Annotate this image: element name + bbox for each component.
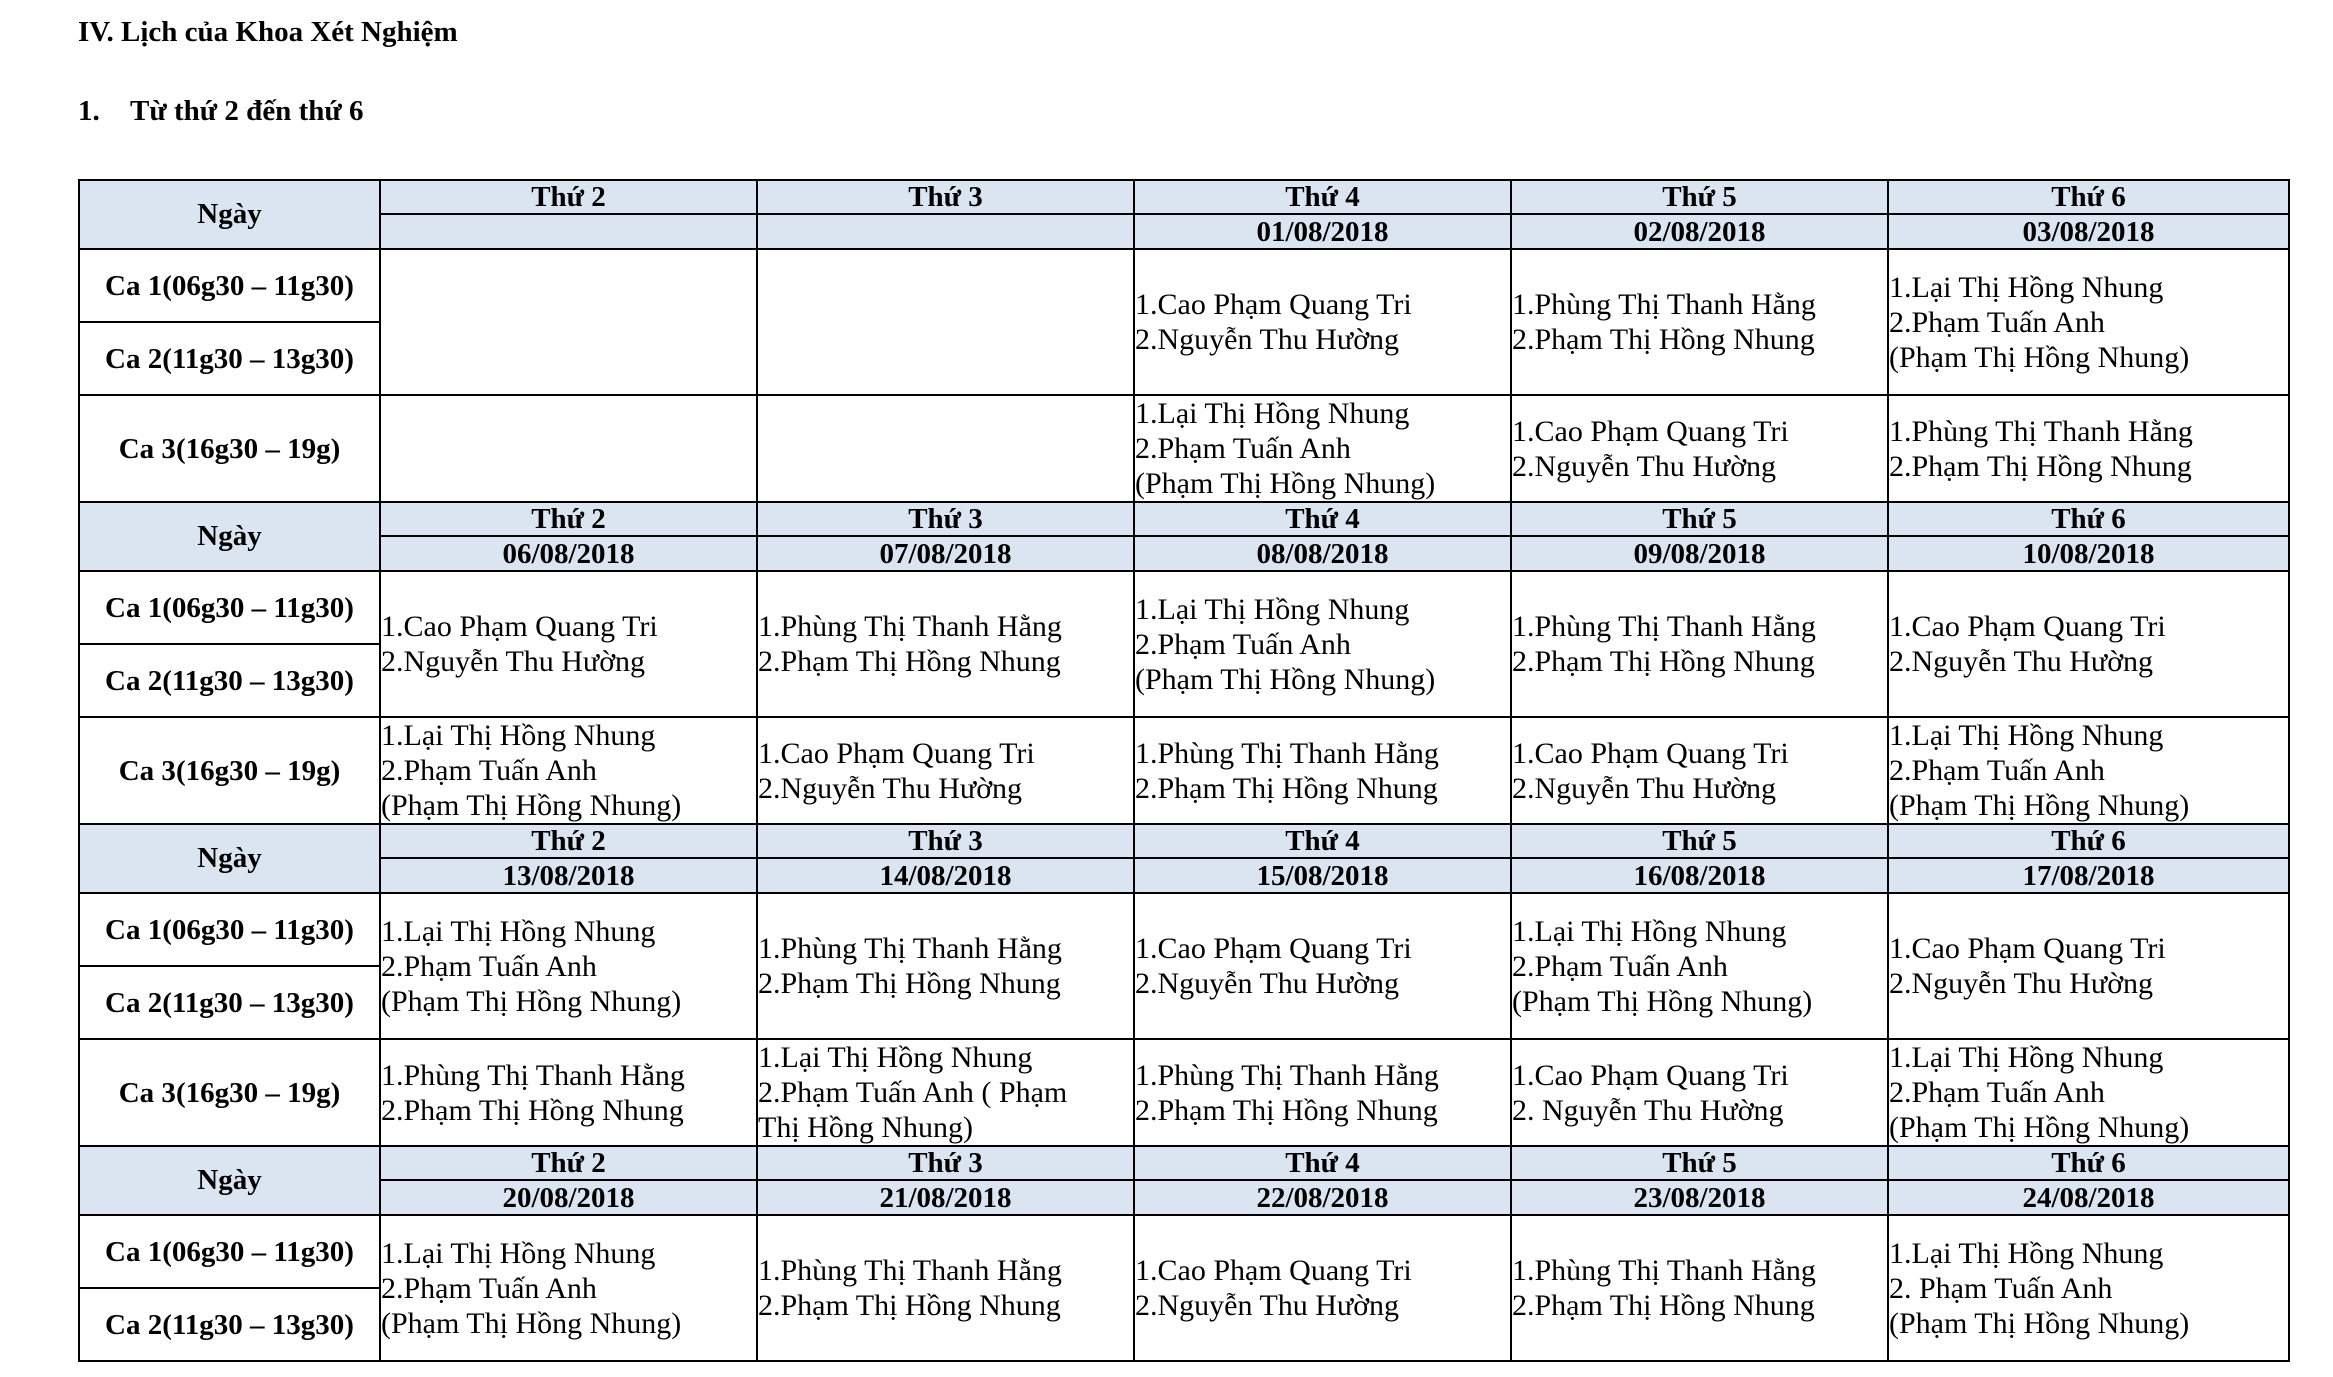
day-name: Thứ 4 (1134, 180, 1511, 214)
day-date: 08/08/2018 (1134, 536, 1511, 571)
staff-cell (1134, 717, 1511, 824)
staff-cell (1134, 1215, 1511, 1361)
shift-label-ca1 (79, 1215, 380, 1288)
staff-name: 2.Nguyễn Thu Hường (758, 771, 1023, 805)
week-date-row (79, 858, 2289, 893)
day-date: 09/08/2018 (1511, 536, 1888, 571)
staff-name: 1.Cao Phạm Quang Tri (1889, 932, 2166, 965)
schedule-table (78, 179, 2290, 1362)
shift-name: Ca 2 (105, 342, 163, 375)
shift-name: Ca 2 (105, 986, 163, 1019)
schedule-body (79, 180, 2289, 1361)
day-name: Thứ 3 (757, 180, 1134, 214)
shift-hours: (06g30 – 11g30) (162, 591, 354, 624)
staff-cell (1888, 571, 2289, 717)
staff-cell (1134, 1039, 1511, 1146)
shift-label-ca3 (79, 1039, 380, 1146)
day-date (380, 214, 757, 249)
staff-name: 1.Phùng Thị Thanh Hằng (758, 610, 1062, 643)
staff-cell (1134, 395, 1511, 502)
day-date: 15/08/2018 (1134, 858, 1511, 893)
shift-label-ca1 (79, 571, 380, 644)
day-date: 10/08/2018 (1888, 536, 2289, 571)
staff-name: (Phạm Thị Hồng Nhung) (1135, 662, 1436, 696)
staff-name: 2.Phạm Thị Hồng Nhung (758, 645, 1061, 678)
staff-name: Thị Hồng Nhung) (758, 1111, 973, 1144)
day-date: 16/08/2018 (1511, 858, 1888, 893)
shift-name: Ca 3 (118, 432, 176, 465)
day-name: Thứ 2 (380, 1146, 757, 1180)
staff-name: (Phạm Thị Hồng Nhung) (381, 1306, 682, 1340)
shift-hours: (16g30 – 19g) (175, 754, 341, 787)
staff-name: 1.Phùng Thị Thanh Hằng (1512, 1254, 1816, 1287)
shift-hours: (11g30 – 13g30) (162, 342, 354, 375)
day-date: 17/08/2018 (1888, 858, 2289, 893)
staff-name: 2. Nguyễn Thu Hường (1512, 1093, 1784, 1127)
shift-hours: (11g30 – 13g30) (162, 664, 354, 697)
shift-name: Ca 2 (105, 1308, 163, 1341)
staff-name: 1.Cao Phạm Quang Tri (758, 736, 1035, 770)
shift-hours: (06g30 – 11g30) (162, 269, 354, 302)
staff-cell (380, 571, 757, 717)
staff-name: 2.Phạm Thị Hồng Nhung (758, 967, 1061, 1000)
staff-name: 2.Nguyễn Thu Hường (1512, 449, 1777, 483)
shift-name: Ca 1 (105, 1235, 163, 1268)
staff-name: 2.Phạm Thị Hồng Nhung (1135, 771, 1438, 805)
staff-name: 1.Phùng Thị Thanh Hằng (758, 1254, 1062, 1287)
subsection-number: 1. (78, 95, 100, 127)
staff-name: 1.Lại Thị Hồng Nhung (1889, 1041, 2164, 1074)
staff-name: (Phạm Thị Hồng Nhung) (1889, 789, 2190, 822)
day-name: Thứ 6 (1888, 824, 2289, 858)
shift-label-ca2 (79, 644, 380, 717)
day-name: Thứ 5 (1511, 1146, 1888, 1180)
week-header-row (79, 180, 2289, 214)
staff-name: 1.Phùng Thị Thanh Hằng (1135, 1058, 1439, 1092)
staff-name: 1.Cao Phạm Quang Tri (1512, 414, 1789, 448)
staff-cell (1888, 717, 2289, 824)
staff-cell (380, 249, 757, 395)
staff-name: 2.Phạm Tuấn Anh (381, 1271, 597, 1305)
staff-name: 2.Phạm Thị Hồng Nhung (1512, 645, 1815, 678)
ngay-label: Ngày (79, 502, 380, 571)
staff-name: 2.Phạm Tuấn Anh (1135, 432, 1351, 465)
staff-cell (1511, 717, 1888, 824)
staff-cell (757, 893, 1134, 1039)
day-date: 07/08/2018 (757, 536, 1134, 571)
staff-name: 1.Lại Thị Hồng Nhung (1135, 397, 1410, 430)
staff-cell (380, 717, 757, 824)
day-date: 22/08/2018 (1134, 1180, 1511, 1215)
shift-row (79, 893, 2289, 966)
day-date: 13/08/2018 (380, 858, 757, 893)
ngay-label: Ngày (79, 824, 380, 893)
day-name: Thứ 3 (757, 824, 1134, 858)
shift-label-ca1 (79, 249, 380, 322)
day-date: 02/08/2018 (1511, 214, 1888, 249)
section-title: IV. Lịch của Khoa Xét Nghiệm (78, 16, 458, 48)
staff-name: 2.Nguyễn Thu Hường (1135, 967, 1400, 1000)
staff-name: 1.Lại Thị Hồng Nhung (1135, 592, 1410, 626)
staff-name: 1.Lại Thị Hồng Nhung (1889, 270, 2164, 304)
shift-row (79, 395, 2289, 502)
day-name: Thứ 4 (1134, 824, 1511, 858)
staff-name: 2.Phạm Tuấn Anh (1889, 1076, 2105, 1109)
day-date: 23/08/2018 (1511, 1180, 1888, 1215)
day-name: Thứ 3 (757, 502, 1134, 536)
staff-name: 1.Phùng Thị Thanh Hằng (1512, 288, 1816, 321)
subsection-text: Từ thứ 2 đến thứ 6 (130, 95, 364, 127)
shift-name: Ca 3 (118, 754, 176, 787)
staff-cell (757, 249, 1134, 395)
day-name: Thứ 6 (1888, 180, 2289, 214)
staff-name: 2.Phạm Thị Hồng Nhung (1512, 323, 1815, 356)
staff-cell (380, 1039, 757, 1146)
staff-cell (757, 571, 1134, 717)
shift-row (79, 249, 2289, 322)
day-date: 06/08/2018 (380, 536, 757, 571)
staff-cell (1134, 249, 1511, 395)
shift-hours: (16g30 – 19g) (175, 1076, 341, 1109)
staff-name: 2.Phạm Tuấn Anh ( Phạm (758, 1076, 1068, 1109)
shift-name: Ca 3 (118, 1076, 176, 1109)
staff-name: 1.Phùng Thị Thanh Hằng (381, 1058, 685, 1092)
shift-name: Ca 1 (105, 591, 163, 624)
week-header-row (79, 824, 2289, 858)
day-date: 03/08/2018 (1888, 214, 2289, 249)
shift-name: Ca 1 (105, 269, 163, 302)
staff-name: 1.Lại Thị Hồng Nhung (381, 914, 656, 948)
staff-name: 1.Cao Phạm Quang Tri (1512, 736, 1789, 770)
staff-name: 1.Lại Thị Hồng Nhung (758, 1041, 1033, 1074)
shift-name: Ca 1 (105, 913, 163, 946)
staff-cell (380, 395, 757, 502)
staff-name: 1.Cao Phạm Quang Tri (381, 610, 658, 643)
day-name: Thứ 4 (1134, 502, 1511, 536)
staff-name: 1.Cao Phạm Quang Tri (1135, 1254, 1412, 1287)
staff-name: 1.Lại Thị Hồng Nhung (1512, 914, 1787, 948)
ngay-label: Ngày (79, 1146, 380, 1215)
shift-label-ca3 (79, 717, 380, 824)
staff-name: (Phạm Thị Hồng Nhung) (1512, 984, 1813, 1018)
staff-cell (757, 1215, 1134, 1361)
day-name: Thứ 2 (380, 502, 757, 536)
staff-name: 2.Nguyễn Thu Hường (1889, 645, 2154, 678)
staff-name: 1.Phùng Thị Thanh Hằng (758, 932, 1062, 965)
staff-name: 2.Phạm Thị Hồng Nhung (381, 1093, 684, 1127)
staff-name: 2.Nguyễn Thu Hường (1512, 771, 1777, 805)
shift-row (79, 1215, 2289, 1288)
staff-name: 1.Lại Thị Hồng Nhung (1889, 1236, 2164, 1270)
staff-name: 2.Nguyễn Thu Hường (381, 645, 646, 678)
day-date: 20/08/2018 (380, 1180, 757, 1215)
staff-name: 1.Lại Thị Hồng Nhung (381, 1236, 656, 1270)
shift-label-ca3 (79, 395, 380, 502)
staff-cell (1888, 1039, 2289, 1146)
day-name: Thứ 6 (1888, 502, 2289, 536)
day-date (757, 214, 1134, 249)
staff-name: 1.Cao Phạm Quang Tri (1889, 610, 2166, 643)
staff-name: 2. Phạm Tuấn Anh (1889, 1271, 2113, 1305)
staff-name: 1.Cao Phạm Quang Tri (1135, 288, 1412, 321)
shift-row (79, 717, 2289, 824)
shift-label-ca1 (79, 893, 380, 966)
shift-row (79, 571, 2289, 644)
staff-cell (1511, 571, 1888, 717)
week-date-row (79, 536, 2289, 571)
staff-name: 2.Phạm Tuấn Anh (381, 754, 597, 787)
staff-name: 1.Cao Phạm Quang Tri (1135, 932, 1412, 965)
staff-name: 1.Phùng Thị Thanh Hằng (1889, 414, 2193, 448)
staff-cell (1511, 395, 1888, 502)
staff-cell (1134, 893, 1511, 1039)
staff-cell (380, 893, 757, 1039)
staff-name: (Phạm Thị Hồng Nhung) (381, 789, 682, 822)
week-header-row (79, 1146, 2289, 1180)
day-date: 21/08/2018 (757, 1180, 1134, 1215)
shift-hours: (11g30 – 13g30) (162, 986, 354, 1019)
day-date: 24/08/2018 (1888, 1180, 2289, 1215)
staff-name: 2.Phạm Tuấn Anh (1135, 627, 1351, 661)
staff-cell (1511, 1215, 1888, 1361)
shift-label-ca2 (79, 322, 380, 395)
staff-name: 2.Phạm Thị Hồng Nhung (758, 1289, 1061, 1322)
shift-hours: (11g30 – 13g30) (162, 1308, 354, 1341)
staff-name: 2.Nguyễn Thu Hường (1889, 967, 2154, 1000)
staff-name: 2.Phạm Thị Hồng Nhung (1889, 449, 2192, 483)
staff-cell (1888, 395, 2289, 502)
staff-name: 1.Lại Thị Hồng Nhung (381, 719, 656, 752)
day-name: Thứ 5 (1511, 180, 1888, 214)
day-name: Thứ 2 (380, 180, 757, 214)
staff-cell (1511, 249, 1888, 395)
day-name: Thứ 4 (1134, 1146, 1511, 1180)
staff-name: 2.Phạm Tuấn Anh (1889, 305, 2105, 339)
staff-name: 2.Nguyễn Thu Hường (1135, 1289, 1400, 1322)
day-name: Thứ 6 (1888, 1146, 2289, 1180)
day-name: Thứ 5 (1511, 502, 1888, 536)
staff-name: (Phạm Thị Hồng Nhung) (1889, 1111, 2190, 1144)
staff-cell (757, 1039, 1134, 1146)
shift-hours: (16g30 – 19g) (175, 432, 341, 465)
staff-cell (380, 1215, 757, 1361)
day-name: Thứ 3 (757, 1146, 1134, 1180)
staff-name: 2.Phạm Tuấn Anh (1889, 754, 2105, 787)
staff-name: 2.Phạm Thị Hồng Nhung (1512, 1289, 1815, 1322)
shift-label-ca2 (79, 1288, 380, 1361)
staff-name: 1.Cao Phạm Quang Tri (1512, 1058, 1789, 1092)
staff-cell (1888, 893, 2289, 1039)
staff-cell (1134, 571, 1511, 717)
day-date: 01/08/2018 (1134, 214, 1511, 249)
staff-name: 2.Phạm Thị Hồng Nhung (1135, 1093, 1438, 1127)
staff-cell (1511, 893, 1888, 1039)
week-header-row (79, 502, 2289, 536)
day-date: 14/08/2018 (757, 858, 1134, 893)
staff-name: (Phạm Thị Hồng Nhung) (381, 984, 682, 1018)
staff-name: (Phạm Thị Hồng Nhung) (1889, 1306, 2190, 1340)
shift-label-ca2 (79, 966, 380, 1039)
staff-name: 1.Phùng Thị Thanh Hằng (1135, 736, 1439, 770)
shift-hours: (06g30 – 11g30) (162, 913, 354, 946)
week-date-row (79, 214, 2289, 249)
staff-cell (1888, 249, 2289, 395)
subsection-title (78, 95, 364, 128)
week-date-row (79, 1180, 2289, 1215)
shift-row (79, 1039, 2289, 1146)
shift-name: Ca 2 (105, 664, 163, 697)
staff-cell (1888, 1215, 2289, 1361)
staff-cell (757, 717, 1134, 824)
staff-name: (Phạm Thị Hồng Nhung) (1889, 340, 2190, 374)
staff-name: 2.Phạm Tuấn Anh (381, 949, 597, 983)
staff-name: (Phạm Thị Hồng Nhung) (1135, 467, 1436, 500)
staff-name: 1.Lại Thị Hồng Nhung (1889, 719, 2164, 752)
shift-hours: (06g30 – 11g30) (162, 1235, 354, 1268)
staff-name: 2.Phạm Tuấn Anh (1512, 949, 1728, 983)
day-name: Thứ 2 (380, 824, 757, 858)
staff-name: 1.Phùng Thị Thanh Hằng (1512, 610, 1816, 643)
ngay-label: Ngày (79, 180, 380, 249)
staff-name: 2.Nguyễn Thu Hường (1135, 323, 1400, 356)
staff-cell (1511, 1039, 1888, 1146)
staff-cell (757, 395, 1134, 502)
day-name: Thứ 5 (1511, 824, 1888, 858)
